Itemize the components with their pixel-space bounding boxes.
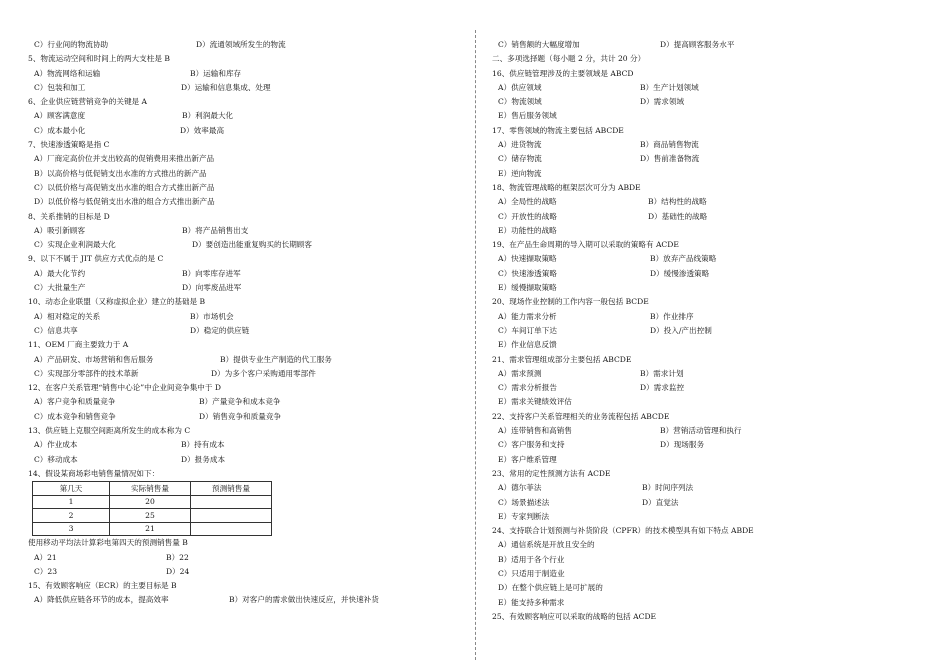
option-a: A）进货物流 — [498, 140, 542, 150]
option-d: D）直觉法 — [642, 497, 679, 507]
option-b: B）市场机会 — [190, 311, 234, 321]
option-row — [28, 367, 468, 381]
column-divider — [475, 30, 476, 660]
option-row — [28, 353, 468, 367]
option-row — [492, 310, 932, 324]
option-c: C）成本最小化 — [34, 125, 86, 135]
option-b: B）提供专业生产制造的代工服务 — [220, 354, 332, 364]
option-d: D）以低价格与低促销支出水准的组合方式推出新产品 — [34, 197, 215, 207]
option-row — [28, 81, 468, 95]
option-c: C）场景描述法 — [498, 497, 550, 507]
option-a: A）供应领域 — [498, 82, 542, 92]
question-13: 13、供应链上克服空间距离所发生的成本称为 C — [28, 426, 191, 436]
question-25: 25、有效顾客响应可以采取的战略的包括 ACDE — [492, 611, 657, 621]
option-a: A）相对稳定的关系 — [34, 311, 101, 321]
option-a: A）物流网络和运输 — [34, 68, 101, 78]
option-c: C）车间订单下达 — [498, 325, 557, 335]
option-d: D）稳定的供应链 — [190, 325, 250, 335]
question-22: 22、支持客户关系管理相关的业务流程包括 ABCDE — [492, 411, 670, 421]
option-e: E）客户维系管理 — [498, 454, 557, 464]
section-heading: 二、多项选择题（每小题 2 分，共计 20 分） — [492, 54, 646, 64]
option-d: D）售前准备物流 — [640, 154, 700, 164]
option-b: B）需求计划 — [640, 368, 684, 378]
option-b: B）向零库存进军 — [182, 268, 241, 278]
option-row — [492, 267, 932, 281]
option-d: D）报务成本 — [181, 454, 226, 464]
option-row — [28, 238, 468, 252]
option-row — [492, 252, 932, 266]
option-d: D）为多个客户采购通用零部件 — [211, 368, 316, 378]
option-row — [28, 593, 468, 607]
option-b: B）持有成本 — [181, 440, 225, 450]
option-row — [492, 81, 932, 95]
option-d: D）24 — [166, 566, 190, 576]
option-row — [28, 124, 468, 138]
option-row — [492, 38, 932, 52]
option-d: D）需求监控 — [640, 383, 685, 393]
option-row — [28, 438, 468, 452]
option-d: D）投入/产出控制 — [650, 325, 712, 335]
option-a: A）需求预测 — [498, 368, 542, 378]
option-e: E）逆向物流 — [498, 168, 542, 178]
option-b: B）放弃产品线策略 — [650, 254, 717, 264]
option-c: C）信息共享 — [34, 325, 78, 335]
option-d: D）缓慢渗透策略 — [650, 268, 710, 278]
option-c: C）成本竞争和销售竞争 — [34, 411, 116, 421]
option-row — [28, 67, 468, 81]
option-a: A）连带销售和高销售 — [498, 426, 572, 436]
table-cell: 25 — [110, 509, 191, 523]
question-9: 9、以下不属于 JIT 供应方式优点的是 C — [28, 254, 164, 264]
option-c: C）客户服务和支持 — [498, 440, 565, 450]
option-a: A）全局性的战略 — [498, 197, 557, 207]
option-b: B）作业排序 — [650, 311, 694, 321]
option-c: C）大批量生产 — [34, 283, 86, 293]
option-row — [28, 310, 468, 324]
table-cell — [191, 495, 272, 509]
option-c: C）移动成本 — [34, 454, 78, 464]
option-row — [492, 424, 932, 438]
option-c: C）储存物流 — [498, 154, 542, 164]
option-a: A）厂商定高价位并支出较高的促销费用来推出新产品 — [34, 154, 215, 164]
option-e: E）需求关键绩效评估 — [498, 397, 572, 407]
table-cell: 20 — [110, 495, 191, 509]
option-row — [492, 324, 932, 338]
option-row — [28, 109, 468, 123]
sales-table — [32, 481, 272, 536]
option-b: B）运输和库存 — [190, 68, 242, 78]
option-d: D）运输和信息集成、处理 — [181, 82, 271, 92]
option-c: C）销售额的大幅度增加 — [498, 40, 580, 49]
option-a: A）客户竞争和质量竞争 — [34, 397, 116, 407]
option-c: C）行业间的物流协助 — [34, 40, 109, 49]
option-row — [28, 410, 468, 424]
option-a: A）21 — [34, 552, 57, 562]
option-d: D）效率最高 — [180, 125, 225, 135]
option-b: B）结构性的战略 — [648, 197, 707, 207]
column-header: 第几天 — [33, 482, 110, 496]
option-d: D）现场服务 — [660, 440, 705, 450]
column-header: 预测销售量 — [191, 482, 272, 496]
option-a: A）快速撷取策略 — [498, 254, 557, 264]
option-row — [28, 324, 468, 338]
option-d: D）要创造出能重复购买的长期顾客 — [192, 240, 312, 250]
option-row — [492, 152, 932, 166]
option-row — [492, 438, 932, 452]
option-e: E）缓慢撷取策略 — [498, 283, 557, 293]
option-a: A）最大化节约 — [34, 268, 86, 278]
question-16: 16、供应链管理涉及的主要领域是 ABCD — [492, 68, 634, 78]
option-c: C）以低价格与高促销支出水准的组合方式推出新产品 — [34, 182, 215, 192]
question-5: 5、物流运动空间和时间上的两大支柱是 B — [28, 54, 170, 64]
option-c: C）只适用于制造业 — [498, 568, 565, 578]
option-row — [28, 551, 468, 565]
option-row — [28, 565, 468, 579]
option-d: D）需求领域 — [640, 97, 685, 107]
option-row — [28, 267, 468, 281]
option-d: D）在整个供应链上是可扩展的 — [498, 583, 603, 593]
option-a: A）作业成本 — [34, 440, 78, 450]
option-row — [492, 367, 932, 381]
option-row — [492, 496, 932, 510]
table-cell: 2 — [33, 509, 110, 523]
table-header-row — [33, 482, 272, 496]
option-e: E）专家判断法 — [498, 511, 550, 521]
option-d: D）提高顾客服务水平 — [660, 40, 735, 49]
option-b: B）产量竞争和成本竞争 — [199, 397, 281, 407]
option-row — [492, 95, 932, 109]
option-row — [28, 453, 468, 467]
option-row — [28, 281, 468, 295]
option-c: C）实现企业利润最大化 — [34, 240, 116, 250]
option-c: C）23 — [34, 566, 58, 576]
option-b: B）对客户的需求做出快速反应，并快速补货 — [229, 595, 379, 605]
option-c: C）实现部分零部件的技术革新 — [34, 368, 139, 378]
option-b: B）利润最大化 — [182, 111, 234, 121]
table-row — [33, 509, 272, 523]
option-d: D）销售竞争和质量竞争 — [199, 411, 282, 421]
option-a: A）产品研发、市场营销和售后服务 — [34, 354, 154, 364]
table-cell: 3 — [33, 522, 110, 536]
question-7: 7、快速渗透策略是指 C — [28, 140, 110, 150]
table-cell — [191, 522, 272, 536]
option-c: C）开放性的战略 — [498, 211, 557, 221]
option-b: B）商品销售物流 — [640, 140, 699, 150]
left-column — [28, 38, 468, 608]
question-18: 18、物流管理战略的框架层次可分为 ABDE — [492, 182, 641, 192]
option-row — [492, 195, 932, 209]
option-c: C）快速渗透策略 — [498, 268, 557, 278]
option-b: B）以高价格与低促销支出水准的方式推出的新产品 — [34, 168, 207, 178]
option-e: E）能支持多种需求 — [498, 597, 565, 607]
right-column — [492, 38, 932, 624]
option-row — [492, 481, 932, 495]
option-b: B）适用于各个行业 — [498, 554, 565, 564]
table-row — [33, 522, 272, 536]
option-c: C）物流领域 — [498, 97, 542, 107]
option-b: B）生产计划领域 — [640, 82, 699, 92]
option-d: D）流通领域所发生的物流 — [196, 40, 286, 49]
option-b: B）22 — [166, 552, 189, 562]
option-row — [492, 210, 932, 224]
option-d: D）基础性的战略 — [648, 211, 708, 221]
option-e: E）作业信息反馈 — [498, 340, 557, 350]
option-c: C）需求分析报告 — [498, 383, 557, 393]
question-19: 19、在产品生命周期的导入期可以采取的策略有 ACDE — [492, 240, 679, 250]
option-a: A）能力需求分析 — [498, 311, 557, 321]
question-14-prompt: 使用移动平均法计算彩电第四天的预测销售量 B — [28, 538, 188, 548]
option-row — [28, 38, 468, 52]
question-6: 6、企业供应链营销竞争的关键是 A — [28, 97, 148, 107]
question-15: 15、有效顾客响应（ECR）的主要目标是 B — [28, 581, 177, 591]
table-cell — [191, 509, 272, 523]
option-b: B）营销活动管理和执行 — [660, 426, 742, 436]
table-cell: 1 — [33, 495, 110, 509]
question-17: 17、零售领域的物流主要包括 ABCDE — [492, 125, 624, 135]
question-14: 14、假设某商场彩电销售量情况如下： — [28, 468, 160, 478]
option-a: A）德尔菲法 — [498, 483, 542, 493]
question-10: 10、动态企业联盟（又称虚拟企业）建立的基础是 B — [28, 297, 206, 307]
option-d: D）向零废品进军 — [182, 283, 242, 293]
column-header: 实际销售量 — [110, 482, 191, 496]
option-b: B）将产品销售出支 — [182, 225, 249, 235]
option-e: E）售后服务领域 — [498, 111, 557, 121]
option-row — [492, 138, 932, 152]
question-24: 24、支持联合计划预测与补货阶段（CPFR）的技术模型具有如下特点 ABDE — [492, 526, 754, 536]
question-8: 8、关系推销的目标是 D — [28, 211, 110, 221]
option-b: B）时间序列法 — [642, 483, 694, 493]
question-11: 11、OEM 厂商主要致力于 A — [28, 340, 129, 350]
option-row — [28, 395, 468, 409]
table-cell: 21 — [110, 522, 191, 536]
option-a: A）顾客满意度 — [34, 111, 86, 121]
table-row — [33, 495, 272, 509]
option-row — [492, 381, 932, 395]
question-21: 21、需求管理组成部分主要包括 ABCDE — [492, 354, 632, 364]
option-a: A）吸引新顾客 — [34, 225, 86, 235]
option-c: C）包装和加工 — [34, 82, 86, 92]
option-a: A）降低供应链各环节的成本，提高效率 — [34, 595, 169, 605]
option-a: A）通信系统是开放且安全的 — [498, 540, 595, 550]
question-23: 23、常用的定性预测方法有 ACDE — [492, 468, 611, 478]
option-e: E）功能性的战略 — [498, 225, 557, 235]
option-row — [28, 224, 468, 238]
question-12: 12、在客户关系管理“销售中心论”中企业间竞争集中于 D — [28, 383, 221, 393]
question-20: 20、现场作业控制的工作内容一般包括 BCDE — [492, 297, 649, 307]
